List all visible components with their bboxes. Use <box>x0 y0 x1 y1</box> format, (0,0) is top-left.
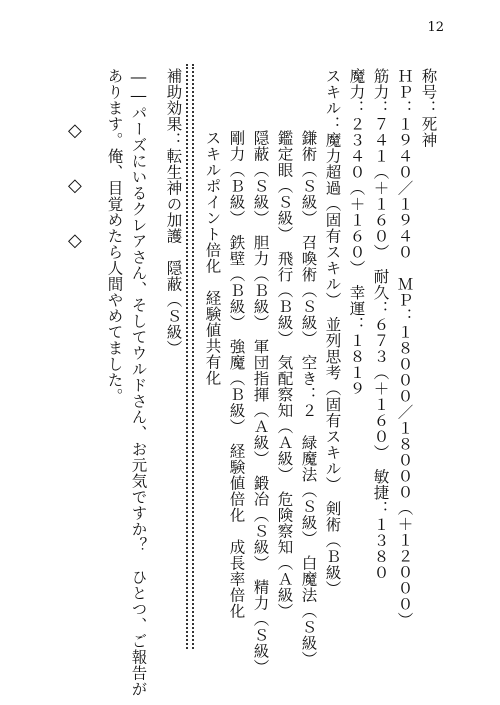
status-skills-line-4: 隠蔽（Ｓ級） 胆力（Ｂ級） 軍団指揮（Ａ級） 鍛冶（Ｓ級） 精力（Ｓ級） <box>251 130 270 675</box>
status-separator <box>186 64 194 649</box>
status-str-def-agi: 筋力：７４１（＋１６０） 耐久：６７３（＋１６０） 敏捷：１３８０ <box>371 68 390 581</box>
status-skills-line-1: スキル：魔力超過（固有スキル） 並列思考（固有スキル） 剣術（Ｂ級） <box>323 68 342 597</box>
status-skills-line-5: 剛力（Ｂ級） 鉄壁（Ｂ級） 強魔（Ｂ級） 経験値倍化 成長率倍化 <box>227 130 246 619</box>
scene-break-diamond: ◇ <box>68 175 82 196</box>
scene-break-diamond: ◇ <box>68 230 82 251</box>
narrative-line-2: あります。俺、目覚めたら人間やめてました。 <box>105 68 124 404</box>
status-support-effect: 補助効果：転生神の加護 隠蔽（Ｓ級） <box>164 68 183 356</box>
status-mag-luck: 魔力：２３４０（＋１６０） 幸運：１８１９ <box>347 68 366 397</box>
status-hp-mp: ＨＰ：１９４０／１９４０ ＭＰ：１８０００／１８０００（＋１２０００） <box>395 68 414 628</box>
scene-break-diamond: ◇ <box>68 120 82 141</box>
narrative-line-1: ――パーズにいるクレアさん、そしてウルドさん、お元気ですか？ ひとつ、ご報告が <box>129 68 148 697</box>
status-skills-line-3: 鑑定眼（Ｓ級） 飛行（Ｂ級） 気配察知（Ａ級） 危険察知（Ａ級） <box>275 130 294 619</box>
status-skills-line-2: 鎌術（Ｓ級） 召喚術（Ｓ級） 空き：２ 緑魔法（Ｓ級） 白魔法（Ｓ級） <box>299 130 318 667</box>
status-skills-line-6: スキルポイント倍化 経験値共有化 <box>203 130 222 386</box>
status-title: 称号：死神 <box>419 68 438 148</box>
page-number: 12 <box>427 20 444 35</box>
